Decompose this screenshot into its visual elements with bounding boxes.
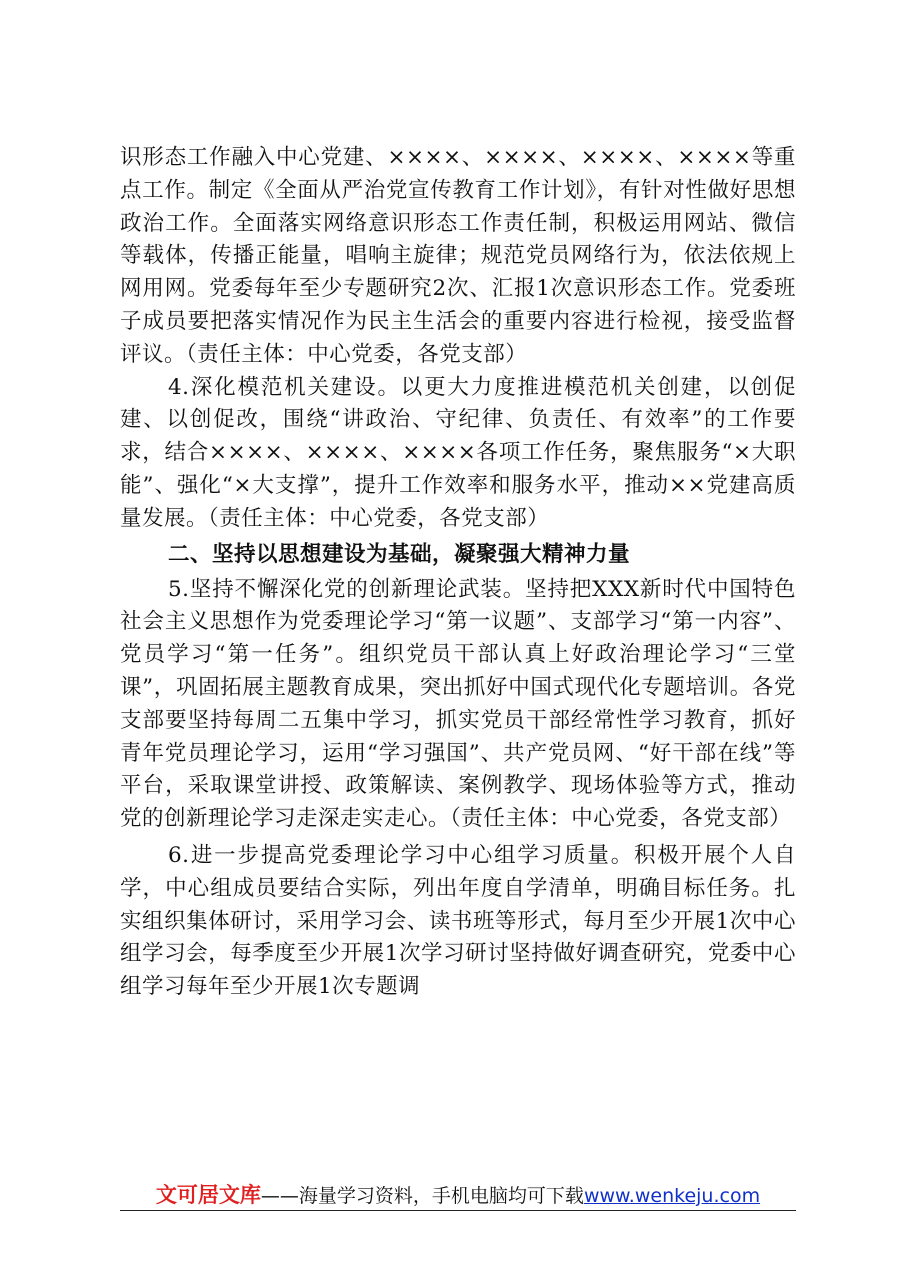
paragraph-6: 6.进一步提高党委理论学习中心组学习质量。积极开展个人自学，中心组成员要结合实际，列出年度自学清单，明确目标任务。扎实组织集体研讨，采用学习会、读书班等形式，每月至少开展1次中心组学习会，每季度至少开展1次学习研讨坚持做好调查研究，党委中心组学习每年至少开展1次专题调 [120,842,796,1000]
footer-link[interactable]: www.wenkeju.com [583,1185,761,1207]
footer-brand: 文可居文库 [155,1183,261,1207]
page-footer [120,1180,796,1211]
paragraph-continuation: 识形态工作融入中心党建、××××、××××、××××、××××等重点工作。制定《全面从严治党宣传教育工作计划》，有针对性做好思想政治工作。全面落实网络意识形态工作责任制，积极运用网站、微信等载体，传播正能量，唱响主旋律；规范党员网络行为，依法依规上网用网。党委每年至少专题研究2次、汇报1次意识形态工作。党委班子成员要把落实情况作为民主生活会的重要内容进行检视，接受监督评议。（责任主体：中心党委，各党支部） [120,145,796,367]
section-heading-2: 二、坚持以思想建设为基础，凝聚强大精神力量 [168,541,631,567]
paragraph-5: 5.坚持不懈深化党的创新理论武装。坚持把XXX新时代中国特色社会主义思想作为党委理论学习“第一议题”、支部学习“第一内容”、党员学习“第一任务”。组织党员干部认真上好政治理论学习“三堂课”，巩固拓展主题教育成果，突出抓好中国式现代化专题培训。各党支部要坚持每周二五集中学习，抓实党员干部经常性学习教育，抓好青年党员理论学习，运用“学习强国”、共产党员网、“好干部在线”等平台，采取课堂讲授、政策解读、案例教学、现场体验等方式，推动党的创新理论学习走深走实走心。（责任主体：中心党委，各党支部） [120,576,796,832]
footer-divider [120,1210,796,1211]
footer-tagline: ——海量学习资料，手机电脑均可下载 [260,1185,584,1207]
document-body [120,142,796,1004]
paragraph-4: 4.深化模范机关建设。以更大力度推进模范机关创建，以创促建、以创促改，围绕“讲政治、守纪律、负责任、有效率”的工作要求，结合××××、××××、××××各项工作任务，聚焦服务“×大职能”、强化“×大支撑”，提升工作效率和服务水平，推动××党建高质量发展。（责任主体：中心党委，各党支部） [120,374,796,531]
